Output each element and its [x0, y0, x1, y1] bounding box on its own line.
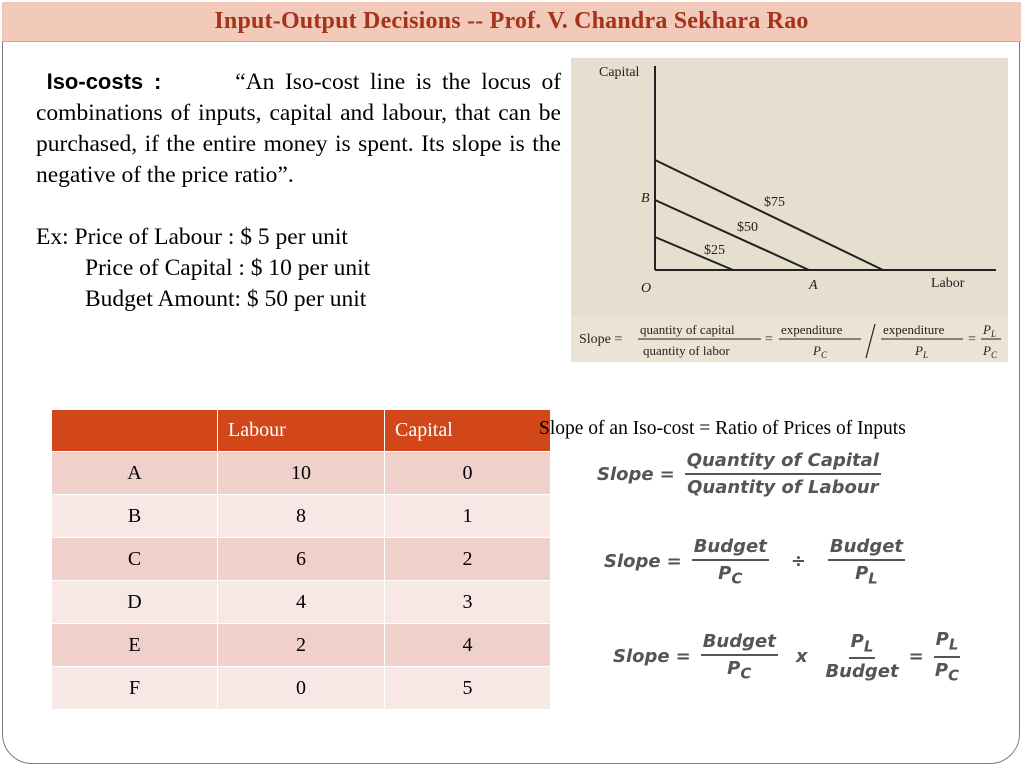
pc-symbol: P — [718, 563, 732, 584]
point-b-label: B — [641, 191, 650, 206]
table-cell-point: B — [52, 495, 218, 538]
formula-3-numerator-c — [934, 629, 961, 658]
formula-2-denominator-b — [855, 561, 878, 588]
example-line-2: Price of Capital : $ 10 per unit — [85, 255, 371, 281]
pl-symbol: P — [935, 629, 949, 650]
formula-2-fraction-a — [692, 536, 769, 588]
formula-3-fraction-c — [934, 629, 961, 684]
formula-3-equals: = — [675, 646, 691, 668]
line-label-25: $25 — [704, 243, 725, 258]
formula-den-3-sub: L — [922, 350, 928, 360]
formula-den-2: P — [813, 343, 821, 358]
formula-2-equals: = — [666, 551, 682, 573]
table-cell-point: C — [52, 538, 218, 581]
pc-symbol: P — [934, 659, 949, 681]
slope-formula-1 — [597, 450, 885, 498]
formula-2-divide: ÷ — [790, 551, 806, 573]
table-cell-labour: 0 — [218, 667, 385, 710]
pl-subscript: L — [863, 637, 874, 656]
slope-caption: Slope of an Iso-cost = Ratio of Prices of Inputs — [539, 418, 906, 439]
table-header-capital: Capital — [385, 410, 551, 452]
table-header-blank — [52, 410, 218, 452]
table-cell-labour: 4 — [218, 581, 385, 624]
formula-3-equals-2: = — [908, 646, 924, 668]
table-cell-labour: 6 — [218, 538, 385, 581]
combinations-table — [51, 409, 551, 710]
table-cell-capital: 0 — [385, 452, 551, 495]
iso-cost-diagram — [571, 58, 1008, 362]
pc-subscript: C — [740, 664, 752, 683]
formula-3-fraction-a — [701, 631, 778, 683]
formula-3-denominator-a — [727, 656, 751, 683]
table-cell-capital: 4 — [385, 624, 551, 667]
pl-subscript: L — [868, 569, 878, 588]
definition-term: Iso-costs : — [46, 69, 162, 94]
table-cell-capital: 1 — [385, 495, 551, 538]
formula-den-4: P — [983, 343, 991, 358]
definition-paragraph — [36, 66, 561, 191]
table-row — [52, 495, 551, 538]
x-axis-label: Labor — [931, 276, 965, 291]
formula-2-slope: Slope — [604, 551, 661, 573]
table-row — [52, 667, 551, 710]
formula-num-4: P — [983, 322, 991, 337]
table-row — [52, 581, 551, 624]
line-label-75: $75 — [764, 195, 785, 210]
table-header-row — [52, 410, 551, 452]
formula-3-slope: Slope — [613, 646, 670, 668]
formula-num-1: quantity of capital — [640, 322, 735, 337]
table-row — [52, 624, 551, 667]
formula-3-numerator-b — [849, 631, 876, 660]
table-row — [52, 538, 551, 581]
line-label-50: $50 — [737, 220, 758, 235]
svg-text:Slope =: Slope = — [579, 332, 623, 347]
table-header-labour: Labour — [218, 410, 385, 452]
title-bar — [2, 2, 1021, 42]
pc-subscript: C — [948, 666, 960, 685]
formula-3-numerator-a: Budget — [701, 631, 778, 656]
table-cell-point: D — [52, 581, 218, 624]
slope-formula-3 — [613, 629, 964, 684]
table-row — [52, 452, 551, 495]
formula-den-3: P — [915, 343, 923, 358]
formula-3-times: x — [795, 646, 808, 668]
pl-symbol: P — [850, 630, 864, 652]
svg-text:=: = — [968, 332, 976, 347]
pc-symbol: P — [727, 657, 741, 679]
formula-num-2: expenditure — [781, 322, 843, 337]
formula-num-3: expenditure — [883, 322, 945, 337]
example-line-3: Budget Amount: $ 50 per unit — [85, 286, 367, 312]
origin-label: O — [641, 281, 652, 296]
pl-subscript: L — [948, 635, 959, 654]
table-cell-point: A — [52, 452, 218, 495]
formula-slope-label: Slope — [579, 332, 611, 347]
definition-text: “An Iso-cost line is the locus of combinations of inputs, capital and labour, that can be purchased, if the entire money is spent. Its slope is the negative of the price ratio”. — [36, 69, 562, 188]
table-cell-labour: 8 — [218, 495, 385, 538]
formula-2-numerator-b: Budget — [828, 536, 905, 561]
formula-3-denominator-c — [935, 658, 959, 685]
formula-2-numerator-a: Budget — [692, 536, 769, 561]
slide-title: Input-Output Decisions -- Prof. V. Chandra Sekhara Rao — [214, 8, 809, 34]
y-axis-label: Capital — [599, 65, 640, 80]
table-cell-capital: 3 — [385, 581, 551, 624]
table-cell-labour: 10 — [218, 452, 385, 495]
example-block — [36, 222, 561, 315]
formula-1-equals: = — [659, 463, 675, 485]
pc-subscript: C — [731, 569, 743, 588]
pl-symbol: P — [855, 563, 869, 584]
table-cell-labour: 2 — [218, 624, 385, 667]
table-cell-point: F — [52, 667, 218, 710]
definition-block — [36, 66, 561, 315]
table-cell-capital: 2 — [385, 538, 551, 581]
formula-den-1: quantity of labor — [643, 343, 730, 358]
formula-3-fraction-b — [825, 631, 898, 683]
formula-1-denominator: Quantity of Labour — [687, 477, 879, 498]
svg-text:=: = — [765, 332, 773, 347]
formula-1-slope: Slope — [597, 463, 654, 485]
formula-num-4-sub: L — [990, 329, 996, 339]
formula-2-denominator-a — [718, 561, 742, 588]
formula-1-numerator: Quantity of Capital — [685, 450, 881, 475]
slope-formula-2 — [604, 536, 909, 588]
table-cell-point: E — [52, 624, 218, 667]
formula-den-2-sub: C — [820, 350, 827, 360]
formula-den-4-sub: C — [990, 350, 997, 360]
formula-1-fraction — [685, 450, 881, 498]
formula-2-fraction-b — [828, 536, 905, 588]
formula-3-denominator-b: Budget — [825, 661, 899, 683]
table-cell-capital: 5 — [385, 667, 551, 710]
point-a-label: A — [809, 278, 818, 293]
example-line-1: Ex: Price of Labour : $ 5 per unit — [36, 224, 348, 250]
